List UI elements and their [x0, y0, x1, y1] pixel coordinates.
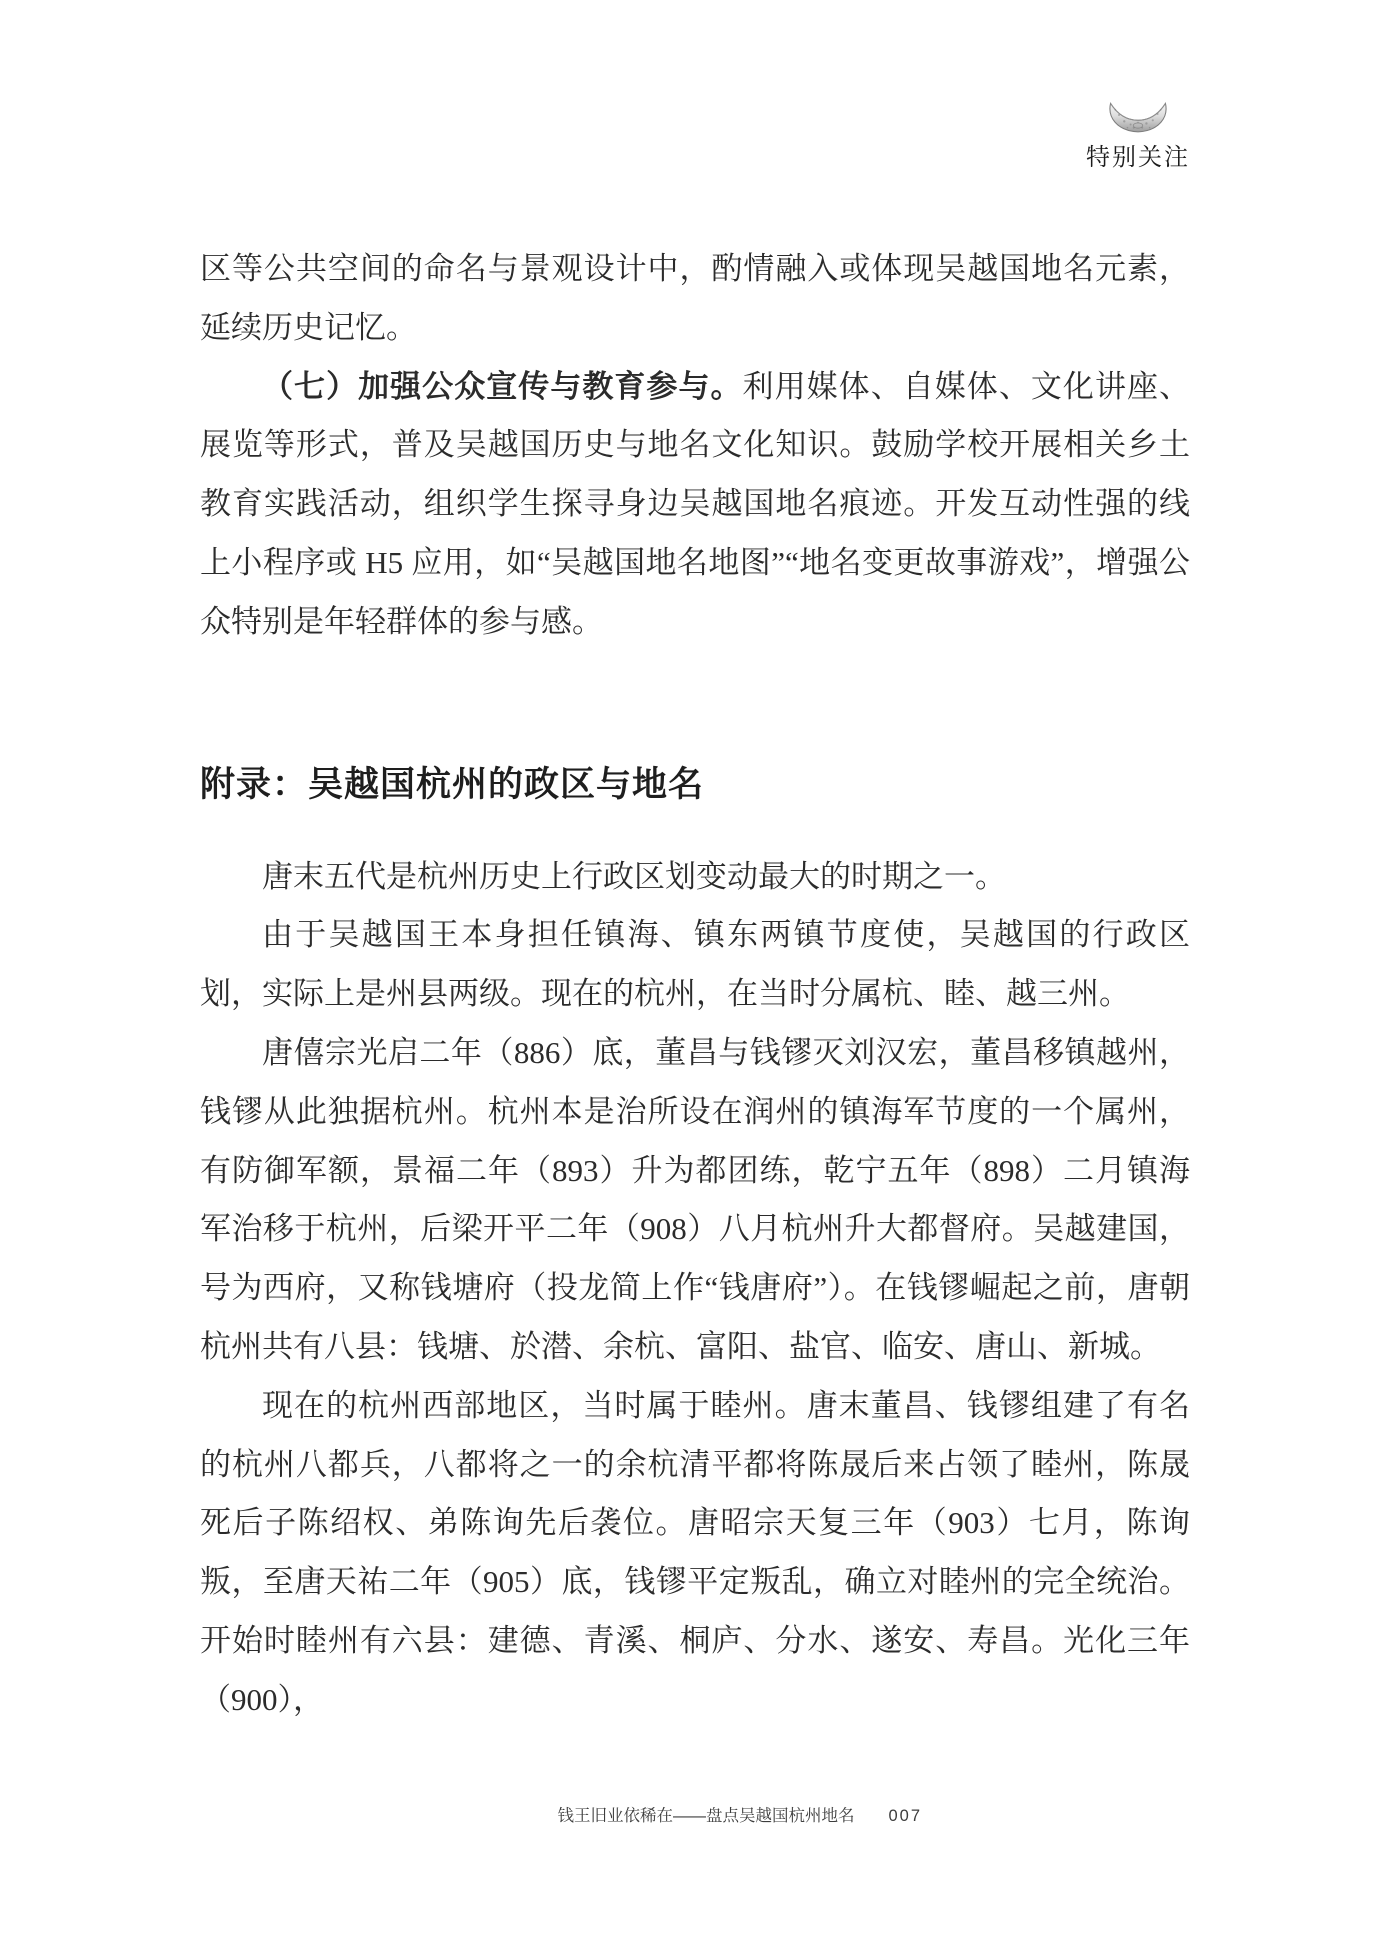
column-title: 特别关注: [1086, 143, 1190, 171]
page-footer: [0, 1803, 922, 1829]
appendix-paragraph-4: 现在的杭州西部地区，当时属于睦州。唐末董昌、钱镠组建了有名的杭州八都兵，八都将之一的余杭清平都将陈晟后来占领了睦州，陈晟死后子陈绍权、弟陈询先后袭位。唐昭宗天复三年（903）七月，陈询叛，至唐天祐二年（905）底，钱镠平定叛乱，确立对睦州的完全统治。开始时睦州有六县：建德、青溪、桐庐、分水、遂安、寿昌。光化三年（900），: [200, 1387, 1190, 1717]
paragraph-item-seven: [200, 358, 1190, 652]
appendix-paragraph-3: 唐僖宗光启二年（886）底，董昌与钱镠灭刘汉宏，董昌移镇越州，钱镠从此独据杭州。杭州本是治所设在润州的镇海军节度的一个属州，有防御军额，景福二年（893）升为都团练，乾宁五年（898）二月镇海军治移于杭州，后梁开平二年（908）八月杭州升大都督府。吴越建国，号为西府，又称钱塘府（投龙简上作“钱唐府”）。在钱镠崛起之前，唐朝杭州共有八县：钱塘、於潜、余杭、富阳、盐官、临安、唐山、新城。: [200, 1034, 1190, 1364]
page-body: [200, 240, 1190, 1730]
running-title: 钱王旧业依稀在——盘点吴越国杭州地名: [557, 1807, 855, 1825]
column-header: [1082, 96, 1194, 171]
item-seven-text: 利用媒体、自媒体、文化讲座、展览等形式，普及吴越国历史与地名文化知识。鼓励学校开展相关乡土教育实践活动，组织学生探寻身边吴越国地名痕迹。开发互动性强的线上小程序或 H5 应用，如“吴越国地名地图”“地名变更故事游戏”，增强公众特别是年轻群体的参与感。: [200, 368, 1191, 639]
page-number: 007: [888, 1807, 922, 1825]
appendix-paragraph-1: 唐末五代是杭州历史上行政区划变动最大的时期之一。: [262, 858, 1006, 894]
appendix-paragraph-2: 由于吴越国王本身担任镇海、镇东两镇节度使，吴越国的行政区划，实际上是州县两级。现在的杭州，在当时分属杭、睦、越三州。: [200, 917, 1190, 1012]
silver-ingot-icon: [1106, 96, 1170, 134]
paragraph-continuation: 区等公共空间的命名与景观设计中，酌情融入或体现吴越国地名元素，延续历史记忆。: [200, 251, 1190, 345]
appendix-heading: 附录：吴越国杭州的政区与地名: [200, 764, 705, 804]
item-seven-lead: （七）加强公众宣传与教育参与。: [262, 368, 743, 404]
